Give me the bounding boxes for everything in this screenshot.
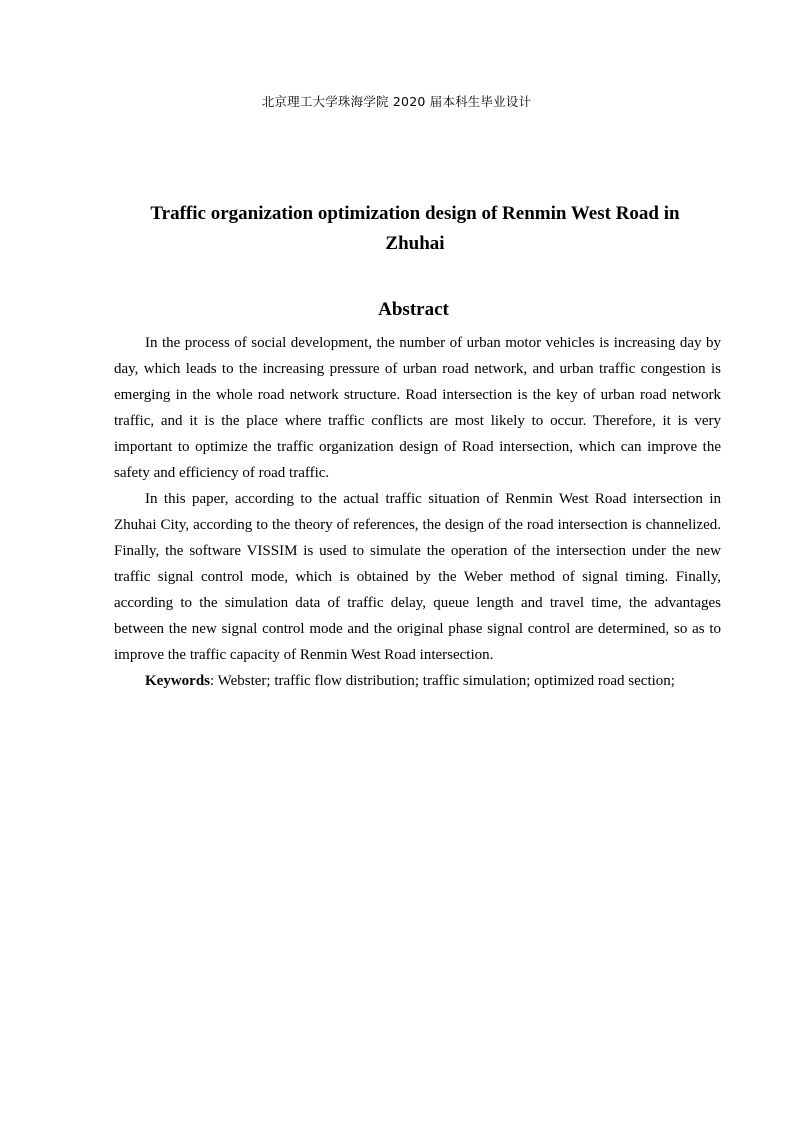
abstract-paragraph-1: In the process of social development, the number of urban motor vehicles is increasing day by day, which leads to the increasing pressure of urban road network, and urban traffic congestion is emerging in the whole road network structure. Road intersection is the key of urban road network traffic, and it is the place where traffic conflicts are most likely to occur. Therefore, it is very important to optimize the traffic organization design of Road intersection, which can improve the safety and efficiency of road traffic. (114, 335, 721, 481)
page-header: 北京理工大学珠海学院 2020 届本科生毕业设计 (261, 94, 532, 109)
abstract-body (114, 330, 721, 694)
paper-title: Traffic organization optimization design of Renmin West Road in Zhuhai (150, 203, 680, 254)
abstract-paragraph-2: In this paper, according to the actual traffic situation of Renmin West Road intersection in Zhuhai City, according to the theory of references, the design of the road intersection is channelized. Finally, the software VISSIM is used to simulate the operation of the intersection under the new traffic signal control mode, which is obtained by the Weber method of signal timing. Finally, according to the simulation data of traffic delay, queue length and travel time, the advantages between the new signal control mode and the original phase signal control are determined, so as to improve the traffic capacity of Renmin West Road intersection. (114, 491, 721, 663)
keywords-text: : Webster; traffic flow distribution; traffic simulation; optimized road section; (210, 673, 675, 689)
keywords-label: Keywords (145, 673, 210, 689)
abstract-heading: Abstract (378, 299, 449, 320)
keywords-line (114, 668, 721, 694)
